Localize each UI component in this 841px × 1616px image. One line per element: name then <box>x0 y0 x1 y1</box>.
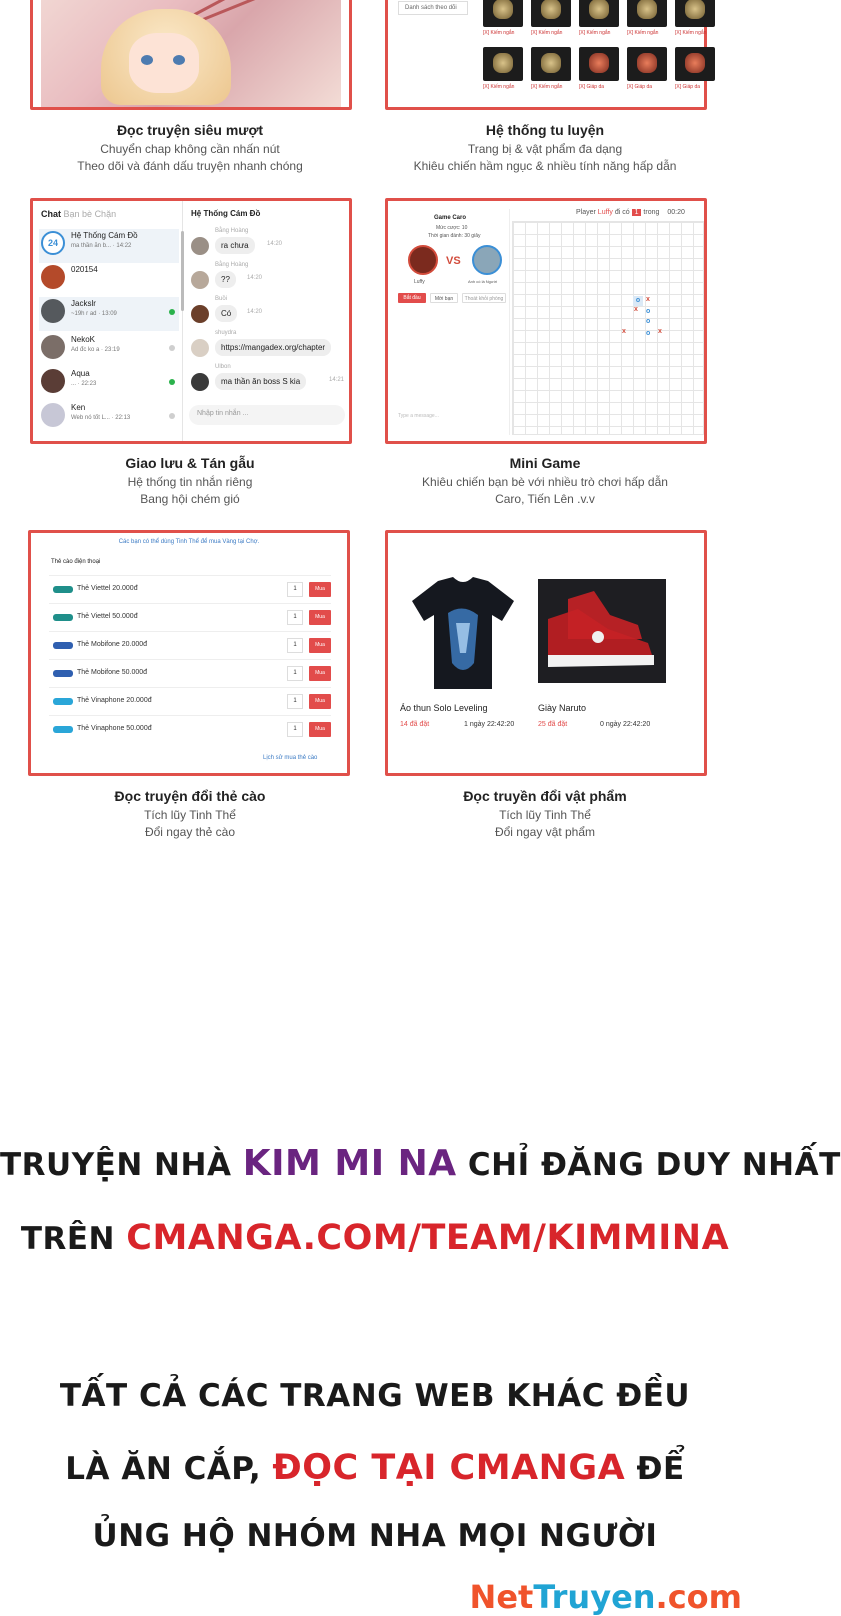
site-watermark: NetTruyen.com <box>469 1578 742 1616</box>
invite-button[interactable]: Mời bạn <box>430 293 458 303</box>
message-input[interactable]: Nhập tin nhắn ... <box>189 405 345 425</box>
message-time: 14:21 <box>329 377 345 383</box>
card-row <box>49 659 331 687</box>
game-timer: Thời gian đánh: 30 giây <box>428 233 481 239</box>
feature-caption-cultivation <box>375 122 715 175</box>
message-time: 14:20 <box>247 275 263 281</box>
turn-status: Player Luffy đi có 1 trong 00:20 <box>576 209 685 216</box>
message-text: ?? <box>215 271 236 288</box>
buy-button[interactable]: Mua <box>309 722 331 737</box>
conversation-name: NekoK <box>71 335 96 344</box>
game-title: Game Caro <box>434 215 467 221</box>
start-button[interactable]: Bắt đầu <box>398 293 426 303</box>
feature-line: Đổi ngay vật phẩm <box>494 825 596 839</box>
avatar <box>41 299 65 323</box>
followed-list-button[interactable]: Danh sách theo dõi <box>398 1 468 15</box>
card-name: Thẻ Mobifone 20.000đ <box>77 641 148 648</box>
game-panel <box>394 209 510 435</box>
conversation-name: Aqua <box>71 369 90 378</box>
conversation-name: Ken <box>71 403 86 412</box>
conversation-item[interactable] <box>39 297 179 331</box>
chat-room-title: Hệ Thống Cám Đồ <box>191 209 261 218</box>
conversation-preview: Ad đc ko a · 23:19 <box>71 347 120 353</box>
tshirt-image[interactable] <box>408 573 518 693</box>
feature-caption-minigame <box>375 455 715 508</box>
quantity-input[interactable]: 1 <box>287 666 303 681</box>
vinaphone-logo-icon <box>53 698 73 705</box>
conversation-list <box>33 201 183 441</box>
conversation-name: 020154 <box>71 265 98 274</box>
product-orders: 14 đã đặt <box>400 721 430 728</box>
feature-title: Hệ thống tu luyện <box>485 122 605 138</box>
conversation-preview: ma thần ăn b... · 14:22 <box>71 243 132 249</box>
scrollbar[interactable] <box>181 231 184 311</box>
card-row <box>49 687 331 715</box>
item-slot[interactable]: [X] Kiếm ngắn <box>483 47 523 81</box>
quantity-input[interactable]: 1 <box>287 582 303 597</box>
offline-status-icon <box>169 345 175 351</box>
quantity-input[interactable]: 1 <box>287 638 303 653</box>
message-author: Bằng Hoàng <box>215 262 249 268</box>
item-slot[interactable]: [X] Kiếm ngắn <box>627 0 667 27</box>
product-name[interactable]: Giày Naruto <box>538 703 587 713</box>
feature-title: Đọc truyện siêu mượt <box>116 122 264 138</box>
feature-title: Mini Game <box>509 455 581 471</box>
buy-button[interactable]: Mua <box>309 610 331 625</box>
card-name: Thẻ Vinaphone 20.000đ <box>77 697 152 704</box>
conversation-item[interactable] <box>39 401 179 435</box>
viettel-logo-icon <box>53 586 73 593</box>
buy-button[interactable]: Mua <box>309 638 331 653</box>
team-name: KIM MI NA <box>242 1143 457 1184</box>
vinaphone-logo-icon <box>53 726 73 733</box>
item-slot[interactable]: [X] Kiếm ngắn <box>675 0 715 27</box>
leave-room-button[interactable]: Thoát khỏi phòng <box>462 293 506 303</box>
card-name: Thẻ Viettel 20.000đ <box>77 585 138 592</box>
message-link[interactable]: https://mangadex.org/chapter <box>215 339 331 356</box>
product-orders: 25 đã đặt <box>538 721 568 728</box>
item-slot[interactable]: [X] Kiếm ngắn <box>483 0 523 27</box>
item-slot[interactable]: [X] Kiếm ngắn <box>531 0 571 27</box>
card-name: Thẻ Mobifone 50.000đ <box>77 669 148 676</box>
player-avatar <box>408 245 438 275</box>
quantity-input[interactable]: 1 <box>287 610 303 625</box>
chat-room <box>185 201 355 441</box>
buy-button[interactable]: Mua <box>309 666 331 681</box>
banner-line-2: TRÊN CMANGA.COM/TEAM/KIMMINA <box>20 1218 730 1258</box>
opponent-name: Anh có là Người <box>468 279 498 284</box>
conversation-item[interactable] <box>39 229 179 263</box>
feature-card-chat <box>30 198 352 444</box>
versus-label: VS <box>446 255 461 267</box>
card-name: Thẻ Viettel 50.000đ <box>77 613 138 620</box>
avatar <box>191 305 209 323</box>
message-author: Ulbon <box>215 364 231 370</box>
online-status-icon <box>169 379 175 385</box>
conversation-item[interactable] <box>39 263 179 297</box>
team-url: CMANGA.COM/TEAM/KIMMINA <box>126 1218 730 1258</box>
conversation-item[interactable] <box>39 333 179 367</box>
banner-line-4: LÀ ĂN CẮP, ĐỌC TẠI CMANGA ĐỂ <box>65 1448 685 1488</box>
mobifone-logo-icon <box>53 670 73 677</box>
inventory-grid <box>483 0 715 90</box>
card-row <box>49 575 331 603</box>
feature-line: Chuyển chap không cần nhấn nút <box>100 142 280 156</box>
feature-line: Đổi ngay thẻ cào <box>144 825 236 839</box>
banner-line-3: TẤT CẢ CÁC TRANG WEB KHÁC ĐỀU <box>59 1378 691 1414</box>
feature-caption-reading <box>20 122 360 175</box>
viettel-logo-icon <box>53 614 73 621</box>
feature-line: Tích lũy Tinh Thể <box>144 808 236 822</box>
conversation-item[interactable] <box>39 367 179 401</box>
avatar: 24 <box>41 231 65 255</box>
item-slot[interactable]: [X] Kiếm ngắn <box>531 47 571 81</box>
offline-status-icon <box>169 413 175 419</box>
feature-line: Bang hội chém gió <box>140 492 240 506</box>
product-countdown: 0 ngày 22:42:20 <box>600 721 651 728</box>
feature-line: Khiêu chiến hầm ngục & nhiều tính năng hấp dẫn <box>413 159 677 173</box>
product-name[interactable]: Áo thun Solo Leveling <box>400 703 488 713</box>
chat-tabs <box>33 201 182 223</box>
opponent-avatar <box>472 245 502 275</box>
player-name: Luffy <box>414 279 425 285</box>
avatar <box>41 265 65 289</box>
shop-category: Thẻ cào điện thoại <box>51 559 101 565</box>
sneakers-image[interactable] <box>538 579 666 683</box>
card-name: Thẻ Vinaphone 50.000đ <box>77 725 152 732</box>
feature-line: Caro, Tiến Lên .v.v <box>495 492 595 506</box>
feature-line: Khiêu chiến bạn bè với nhiều trò chơi hấp dẫn <box>422 475 668 489</box>
tab-friends[interactable]: Bạn bè <box>63 209 93 219</box>
feature-card-item-exchange <box>385 530 707 776</box>
avatar <box>191 237 209 255</box>
feature-line: Theo dõi và đánh dấu truyện nhanh chóng <box>77 159 303 173</box>
conversation-preview: ~19h r ad · 13:09 <box>71 311 117 317</box>
feature-title: Đọc truyền đổi vật phẩm <box>463 788 627 804</box>
feature-title: Đọc truyện đổi thẻ cào <box>114 788 266 804</box>
game-bet: Mức cược: 10 <box>436 225 468 231</box>
card-row <box>49 715 331 743</box>
avatar <box>41 369 65 393</box>
shop-notice: Các bạn có thể dùng Tinh Thể để mua Vàng tại Chợ. <box>118 539 260 545</box>
banner-line-1: TRUYỆN NHÀ KIM MI NA CHỈ ĐĂNG DUY NHẤT <box>0 1143 841 1184</box>
mobifone-logo-icon <box>53 642 73 649</box>
message-time: 14:20 <box>267 241 283 247</box>
conversation-preview: ... · 22:23 <box>71 381 97 387</box>
buy-button[interactable]: Mua <box>309 582 331 597</box>
buy-button[interactable]: Mua <box>309 694 331 709</box>
feature-caption-chat <box>20 455 360 508</box>
banner-line-5: ỦNG HỘ NHÓM NHA MỌI NGƯỜI <box>92 1518 658 1554</box>
avatar <box>191 271 209 289</box>
message-time: 14:20 <box>247 309 263 315</box>
tab-chat[interactable]: Chat <box>41 209 61 219</box>
product-countdown: 1 ngày 22:42:20 <box>464 721 515 728</box>
tab-blocked[interactable]: Chặn <box>94 209 117 219</box>
message-author: shuydra <box>215 330 237 336</box>
feature-line: Hệ thống tin nhắn riêng <box>127 475 253 489</box>
item-slot[interactable]: [X] Giáp da <box>579 47 619 81</box>
quantity-input[interactable]: 1 <box>287 722 303 737</box>
feature-title: Giao lưu & Tán gẫu <box>125 455 255 471</box>
conversation-name: Hệ Thống Cám Đồ <box>71 231 138 240</box>
conversation-name: Jackslr <box>71 299 96 308</box>
message-author: Bằng Hoàng <box>215 228 249 234</box>
avatar <box>41 335 65 359</box>
caro-board[interactable]: o x x o o x o x <box>512 221 704 435</box>
feature-caption-item-exchange <box>375 788 715 841</box>
purchase-history-link[interactable]: Lịch sử mua thẻ cào <box>263 755 318 761</box>
quantity-input[interactable]: 1 <box>287 694 303 709</box>
item-slot[interactable]: [X] Giáp da <box>627 47 667 81</box>
conversation-preview: Web nó tốt L... · 22:13 <box>71 415 131 421</box>
message-text: Có <box>215 305 237 322</box>
feature-line: Tích lũy Tinh Thể <box>499 808 591 822</box>
game-chat-input[interactable]: Type a message... <box>398 413 439 419</box>
avatar <box>191 373 209 391</box>
card-row <box>49 603 331 631</box>
manga-illustration <box>41 0 341 107</box>
item-slot[interactable]: [X] Giáp da <box>675 47 715 81</box>
avatar <box>41 403 65 427</box>
feature-card-minigame <box>385 198 707 444</box>
message-author: Buồi <box>215 296 228 302</box>
feature-line: Trang bị & vật phẩm đa dạng <box>467 142 623 156</box>
message-text: ra chưa <box>215 237 255 254</box>
feature-caption-card-shop <box>20 788 360 841</box>
feature-card-card-shop <box>28 530 350 776</box>
feature-card-cultivation <box>385 0 707 110</box>
card-row <box>49 631 331 659</box>
item-slot[interactable]: [X] Kiếm ngắn <box>579 0 619 27</box>
feature-card-reading <box>30 0 352 110</box>
avatar <box>191 339 209 357</box>
online-status-icon <box>169 309 175 315</box>
message-text: ma thần ăn boss S kia <box>215 373 306 390</box>
